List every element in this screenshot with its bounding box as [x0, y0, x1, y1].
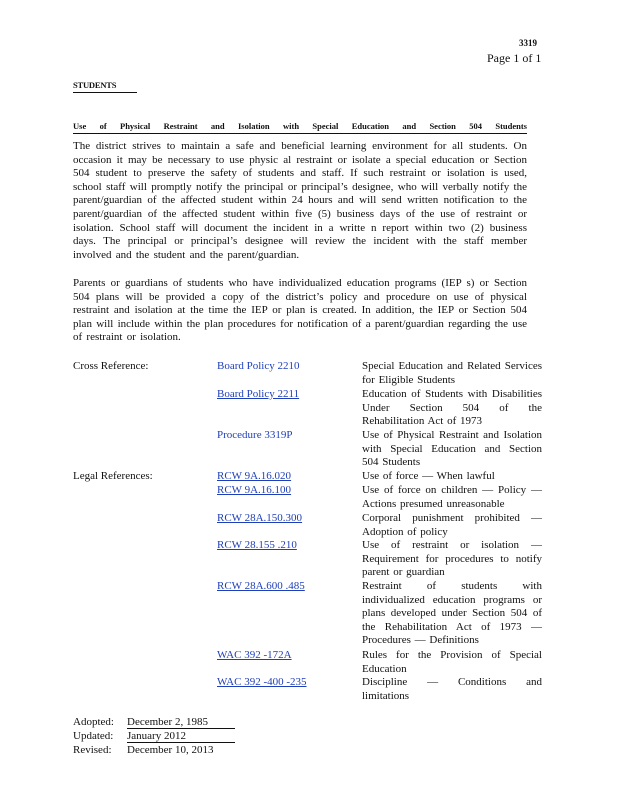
- cross-ref-desc-3: Use of Physical Restraint and Isolation with Special Education and Section 504 Students: [362, 429, 542, 469]
- legal-ref-code-1[interactable]: RCW 9A.16.020: [217, 470, 292, 482]
- cross-reference-label: Cross Reference:: [73, 360, 149, 372]
- cross-ref-code-1[interactable]: Board Policy 2210: [217, 360, 300, 372]
- cross-ref-desc-1: Special Education and Related Services for Eligible Students: [362, 360, 542, 386]
- policy-paragraph-1: The district strives to maintain a safe and beneficial learning environment for all students. On occasion it may be necessary to use physic al restraint or isolate a special education or Section 504 student to preserve the safety of students and staff. If such restraint or isolation is used, school staff will promptly notify the principal or principal’s designee, who will verbally notify the parent/guardian of the affected student within 24 hours and will send written notification to the parent/guardian of the affected student within five (5) business days of the use of restraint or isolation. School staff will document the incident in a writte n report within two (2) business days. The principal or principal’s designee will review the incident with the staff member involved and the student and the parent/guardian.: [73, 140, 527, 261]
- page-indicator: Page 1 of 1: [487, 51, 542, 65]
- cross-ref-code-2[interactable]: Board Policy 2211: [217, 388, 300, 400]
- policy-number: 3319: [519, 38, 537, 48]
- legal-ref-desc-1: Use of force — When lawful: [362, 470, 495, 482]
- legal-ref-code-5[interactable]: RCW 28A.600 .485: [217, 580, 305, 592]
- legal-ref-code-3[interactable]: RCW 28A.150.300: [217, 512, 303, 524]
- legal-ref-desc-7: Discipline — Conditions and limitations: [362, 676, 542, 702]
- legal-ref-desc-5: Restraint of students with individualized education programs or plans developed under Section 504 of the Rehabilitation Act of 1973 — Procedures — Definitions: [362, 580, 542, 647]
- legal-ref-code-2[interactable]: RCW 9A.16.100: [217, 484, 292, 496]
- revised-label: Revised:: [73, 744, 112, 756]
- revised-date: December 10, 2013: [127, 744, 214, 756]
- legal-ref-desc-2: Use of force on children — Policy — Actions presumed unreasonable: [362, 484, 542, 510]
- legal-ref-desc-3: Corporal punishment prohibited — Adoption of policy: [362, 512, 542, 538]
- policy-title: Use of Physical Restraint and Isolation with Special Education and Section 504 Students: [73, 121, 527, 134]
- adopted-date: December 2, 1985: [127, 716, 235, 729]
- cross-ref-desc-2: Education of Students with Disabilities Under Section 504 of the Rehabilitation Act of 1973: [362, 388, 542, 428]
- cross-ref-code-3[interactable]: Procedure 3319P: [217, 429, 293, 441]
- section-heading: STUDENTS: [73, 80, 137, 93]
- legal-ref-code-6[interactable]: WAC 392 -172A: [217, 649, 292, 661]
- adopted-label: Adopted:: [73, 716, 114, 728]
- updated-label: Updated:: [73, 730, 114, 742]
- legal-ref-desc-4: Use of restraint or isolation — Requirement for procedures to notify parent or guardian: [362, 539, 542, 579]
- legal-ref-code-7[interactable]: WAC 392 -400 -235: [217, 676, 307, 688]
- updated-date: January 2012: [127, 730, 235, 743]
- policy-paragraph-2: Parents or guardians of students who have individualized education programs (IEP s) or Section 504 plans will be provided a copy of the district’s policy and procedure on use of physical restraint and isolation at the time the IEP or plan is created. In addition, the IEP or Section 504 plan will include within the plan procedures for notification of a parent/guardian regarding the use of restraint or isolation.: [73, 277, 527, 344]
- legal-ref-code-4[interactable]: RCW 28.155 .210: [217, 539, 297, 551]
- legal-references-label: Legal References:: [73, 470, 153, 482]
- legal-ref-desc-6: Rules for the Provision of Special Education: [362, 649, 542, 675]
